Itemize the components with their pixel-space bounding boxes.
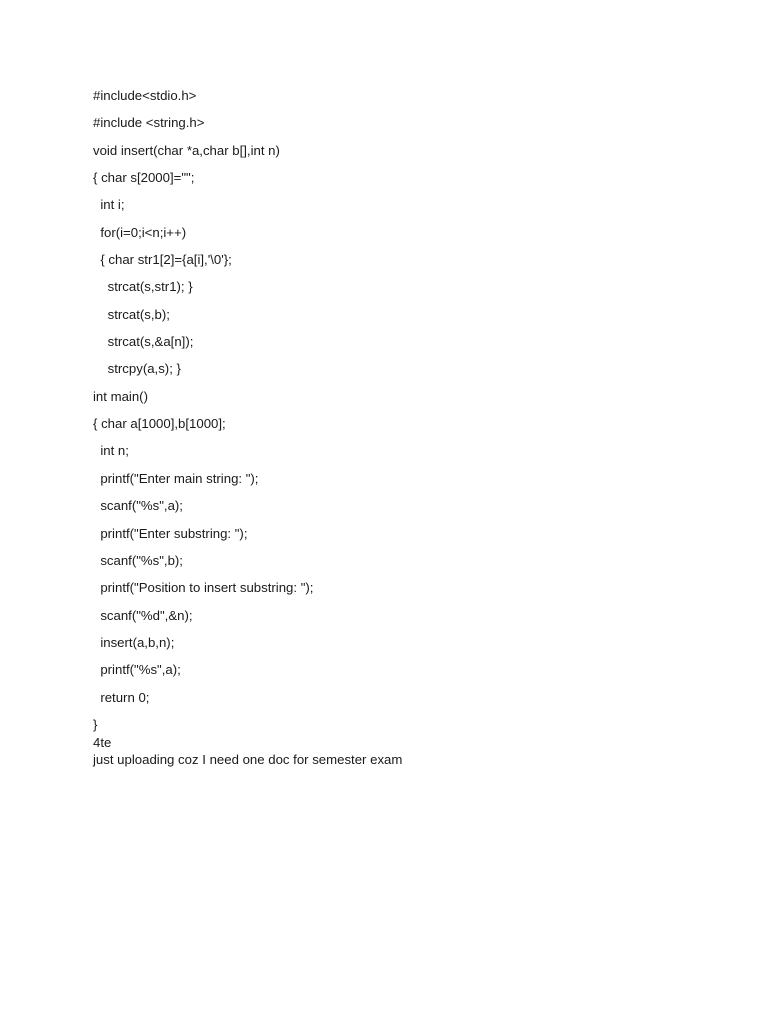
code-block xyxy=(93,86,713,742)
code-line: strcat(s,&a[n]); xyxy=(93,334,194,350)
code-line: printf("Position to insert substring: "); xyxy=(93,580,314,596)
code-line: void insert(char *a,char b[],int n) xyxy=(93,142,280,158)
code-line: int i; xyxy=(93,197,125,213)
code-line: printf("Enter substring: "); xyxy=(93,525,248,541)
code-line: int main() xyxy=(93,388,148,404)
code-line: scanf("%s",b); xyxy=(93,552,183,568)
code-line: strcat(s,b); xyxy=(93,306,170,322)
code-line: int n; xyxy=(93,443,129,459)
code-line: return 0; xyxy=(93,689,150,705)
code-line: printf("Enter main string: "); xyxy=(93,470,259,486)
code-line: #include<stdio.h> xyxy=(93,88,197,103)
code-line: insert(a,b,n); xyxy=(93,634,175,650)
note-line: 4te xyxy=(93,735,112,750)
trailing-text xyxy=(93,734,713,768)
code-line: printf("%s",a); xyxy=(93,662,181,678)
code-line: } xyxy=(93,716,98,732)
code-line: #include <string.h> xyxy=(93,115,205,131)
code-line: { char s[2000]=""; xyxy=(93,170,195,186)
code-line: for(i=0;i<n;i++) xyxy=(93,224,187,240)
code-line: scanf("%d",&n); xyxy=(93,607,193,623)
note-line: just uploading coz I need one doc for semester exam xyxy=(93,752,403,767)
code-line: strcat(s,str1); } xyxy=(93,279,193,295)
code-line: scanf("%s",a); xyxy=(93,498,183,514)
code-line: { char str1[2]={a[i],'\0'}; xyxy=(93,252,232,268)
code-line: strcpy(a,s); } xyxy=(93,361,181,377)
code-line: { char a[1000],b[1000]; xyxy=(93,416,226,432)
